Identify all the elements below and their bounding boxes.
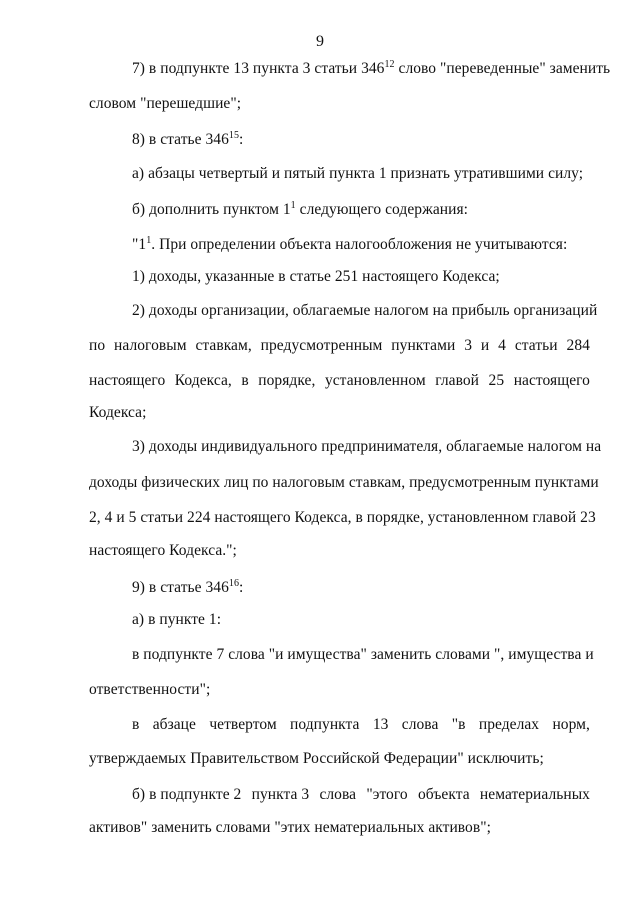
word: пункта 3 bbox=[251, 786, 310, 803]
item3-line4: настоящего Кодекса."; bbox=[89, 542, 237, 559]
word: абзаце bbox=[152, 716, 196, 733]
text: следующего содержания: bbox=[295, 201, 468, 218]
item2-line3 bbox=[89, 372, 590, 390]
item2-line4: Кодекса; bbox=[89, 404, 147, 421]
sub7-line1: в подпункте 7 слова "и имущества" заменить словами ", имущества и bbox=[132, 646, 594, 663]
para9b-line2: активов" заменить словами "этих нематериальных активов"; bbox=[89, 819, 491, 836]
item2-line1: 2) доходы организации, облагаемые налогом на прибыль организаций bbox=[132, 302, 598, 319]
sub13-line2: утверждаемых Правительством Российской Федерации" исключить; bbox=[89, 750, 544, 767]
word: предусмотренным bbox=[260, 337, 383, 354]
para-1-1 bbox=[132, 236, 567, 254]
word: "в bbox=[451, 716, 466, 733]
item3-line3: 2, 4 и 5 статьи 224 настоящего Кодекса, в порядке, установленном главой 23 bbox=[89, 509, 596, 526]
para9b-line1 bbox=[132, 786, 590, 804]
superscript: 16 bbox=[228, 577, 240, 589]
text: "1 bbox=[132, 236, 147, 253]
word: по bbox=[89, 337, 106, 354]
text: б) дополнить пунктом 1 bbox=[132, 201, 291, 218]
word: порядке, bbox=[258, 372, 316, 389]
word: настоящего bbox=[513, 372, 590, 389]
word: установленном bbox=[324, 372, 426, 389]
sub13-line1 bbox=[132, 716, 590, 734]
word: 284 bbox=[566, 337, 590, 354]
para8a: а) абзацы четвертый и пятый пункта 1 признать утратившими силу; bbox=[132, 165, 584, 182]
para8b bbox=[132, 201, 468, 219]
para8-heading bbox=[132, 131, 243, 149]
word: подпункта bbox=[290, 716, 360, 733]
text: 7) в подпункте 13 пункта 3 статьи 346 bbox=[132, 60, 385, 77]
word: четвертом bbox=[209, 716, 277, 733]
word: ставкам, bbox=[195, 337, 252, 354]
word: б) в подпункте 2 bbox=[132, 786, 242, 803]
item3-line1: 3) доходы индивидуального предпринимателя, облагаемые налогом на bbox=[132, 438, 602, 455]
word: и bbox=[480, 337, 490, 354]
item2-line2 bbox=[89, 337, 590, 355]
text: 9) в статье 346 bbox=[132, 579, 229, 596]
word: 3 bbox=[464, 337, 473, 354]
para9-heading bbox=[132, 579, 243, 597]
word: Кодекса, bbox=[174, 372, 232, 389]
text: : bbox=[239, 579, 244, 596]
word: главой bbox=[435, 372, 479, 389]
text: слово "переведенные" заменить bbox=[394, 60, 611, 77]
para7-line1 bbox=[132, 60, 610, 78]
word: налоговым bbox=[114, 337, 187, 354]
superscript: 15 bbox=[228, 129, 240, 141]
superscript: 1 bbox=[146, 234, 152, 246]
text: 8) в статье 346 bbox=[132, 131, 229, 148]
word: статьи bbox=[514, 337, 558, 354]
word: объекта bbox=[417, 786, 470, 803]
word: пределах bbox=[478, 716, 540, 733]
word: настоящего bbox=[89, 372, 166, 389]
word: в bbox=[132, 716, 140, 733]
para9a: а) в пункте 1: bbox=[132, 611, 222, 628]
word: 25 bbox=[488, 372, 505, 389]
text: . При определении объекта налогообложения не учитываются: bbox=[151, 236, 568, 253]
word: в bbox=[241, 372, 249, 389]
superscript: 12 bbox=[384, 58, 395, 70]
word: норм, bbox=[552, 716, 590, 733]
item1: 1) доходы, указанные в статье 251 настоящего Кодекса; bbox=[132, 268, 500, 285]
sub7-line2: ответственности"; bbox=[89, 681, 211, 698]
word: слова bbox=[401, 716, 439, 733]
word: 13 bbox=[372, 716, 389, 733]
word: пунктами bbox=[391, 337, 456, 354]
word: "этого bbox=[366, 786, 408, 803]
text: : bbox=[239, 131, 244, 148]
superscript: 1 bbox=[290, 199, 296, 211]
word: слова bbox=[319, 786, 357, 803]
word: 4 bbox=[498, 337, 506, 354]
page-number: 9 bbox=[316, 33, 324, 50]
item3-line2: доходы физических лиц по налоговым ставкам, предусмотренным пунктами bbox=[89, 474, 599, 491]
word: нематериальных bbox=[479, 786, 590, 803]
para7-line2: словом "перешедшие"; bbox=[89, 95, 242, 112]
